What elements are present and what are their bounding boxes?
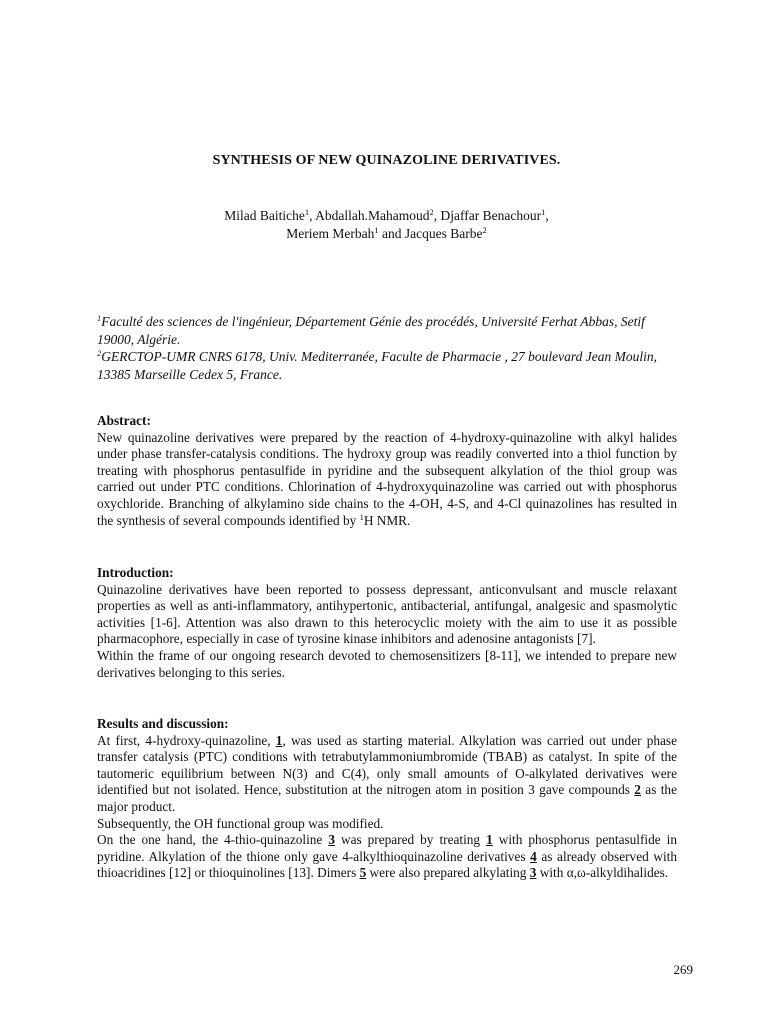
compound-number: 3 [328,832,335,848]
affiliation-mark: 1 [97,313,102,323]
author-separator: , [545,208,549,223]
author-conjunction: and [378,226,405,241]
results-paragraph-3 [97,832,677,882]
nmr-superscript: 1 [359,511,364,522]
author-affiliation-mark: 1 [374,225,379,235]
results-text: as the major product. [97,782,677,814]
introduction-heading: Introduction: [97,565,174,580]
author-affiliation-mark: 1 [541,207,546,217]
abstract-heading: Abstract: [97,413,151,428]
compound-number: 5 [359,865,367,881]
author-list [0,207,773,243]
author-name: Jacques Barbe [404,226,483,241]
affiliation-1 [97,313,677,348]
results-text: as already observed with thioacridines [12] or thioquinolines [13]. Dimers [97,848,677,881]
abstract-text [97,430,677,530]
author-affiliation-mark: 2 [429,207,434,217]
compound-number: 2 [634,782,641,798]
affiliation-text: Faculté des sciences de l'ingénieur, Département Génie des procédés, Université Ferhat Abbas, Setif 19000, Algérie. [97,314,645,347]
author-affiliation-mark: 2 [482,225,487,235]
affiliations [97,313,677,383]
results-paragraph-2: Subsequently, the OH functional group was modified. [97,815,384,831]
compound-number: 3 [529,865,537,881]
introduction-section [97,565,677,681]
affiliation-text: GERCTOP-UMR CNRS 6178, Univ. Mediterranée, Faculte de Pharmacie , 27 boulevard Jean Moulin, 13385 Marseille Cedex 5, France. [97,349,658,382]
results-paragraph-1 [97,733,677,816]
author-name: Milad Baitiche [224,208,305,223]
author-name: Djaffar Benachour [440,208,542,223]
results-text: were also prepared alkylating [366,865,530,881]
results-text: with α,ω-alkyldihalides. [536,865,669,881]
introduction-paragraph: Within the frame of our ongoing research devoted to chemosensitizers [8-11], we intended to prepare new derivatives belonging to this series. [97,647,677,680]
results-text: was prepared by treating [334,832,487,848]
author-affiliation-mark: 1 [304,207,310,217]
compound-number: 1 [486,832,493,848]
author-line-1 [0,207,773,225]
results-heading: Results and discussion: [97,716,229,731]
compound-number: 4 [530,848,537,864]
results-text: , was used as starting material. Alkylation was carried out under phase transfer catalysis (PTC) conditions with tetrabutylammoniumbromide (TBAB) as catalyst. In spite of the tautomeric equilibrium between N(3) and C(4), only small amounts of O-alkylated derivatives were identified but not isolated. Hence, substitution at the nitrogen atom in position 3 gave compounds [97,732,677,798]
results-section [97,716,677,882]
author-separator: , [309,208,316,223]
results-text: At first, 4-hydroxy-quinazoline, [97,732,276,748]
introduction-paragraph: Quinazoline derivatives have been reported to possess depressant, anticonvulsant and muscle relaxant properties as well as anti-inflammatory, antihypertonic, antibacterial, antifungal, analgesic and spasmolytic activities [1-6]. Attention was also drawn to this heterocyclic moiety with the aim to use it as possible pharmacophore, especially in case of tyrosine kinase inhibitors and adenosine antagonists [7]. [97,581,677,647]
author-separator: , [433,208,441,223]
affiliation-mark: 2 [97,348,102,358]
compound-number: 1 [275,732,283,748]
paper-title: SYNTHESIS OF NEW QUINAZOLINE DERIVATIVES. [212,153,561,168]
abstract-section [97,413,677,529]
author-line-2 [0,225,773,243]
abstract-body: New quinazoline derivatives were prepared by the reaction of 4-hydroxy-quinazoline with alkyl halides under phase transfer-catalysis conditions. The hydroxy group was readily converted into a thiol function by treating with phosphorus pentasulfide in pyridine and the subsequent alkylation of the thiol group was carried out under PTC conditions. Chlorination of 4-hydroxyquinazoline was carried out with phosphorus oxychloride. Branching of alkylamino side chains to the 4-OH, 4-S, and 4-Cl quinazolines has resulted in the synthesis of several compounds identified by [97,429,677,528]
results-text: with phosphorus pentasulfide in pyridine. Alkylation of the thione only gave 4-alkylthioquinazoline derivatives [97,832,678,864]
results-text: On the one hand, the 4-thio-quinazoline [97,832,329,848]
author-name: Abdallah.Mahamoud [315,208,430,223]
page-number: 269 [673,962,693,977]
author-name: Meriem Merbah [286,226,375,241]
affiliation-2 [97,348,677,383]
abstract-body-end: H NMR. [363,512,411,528]
